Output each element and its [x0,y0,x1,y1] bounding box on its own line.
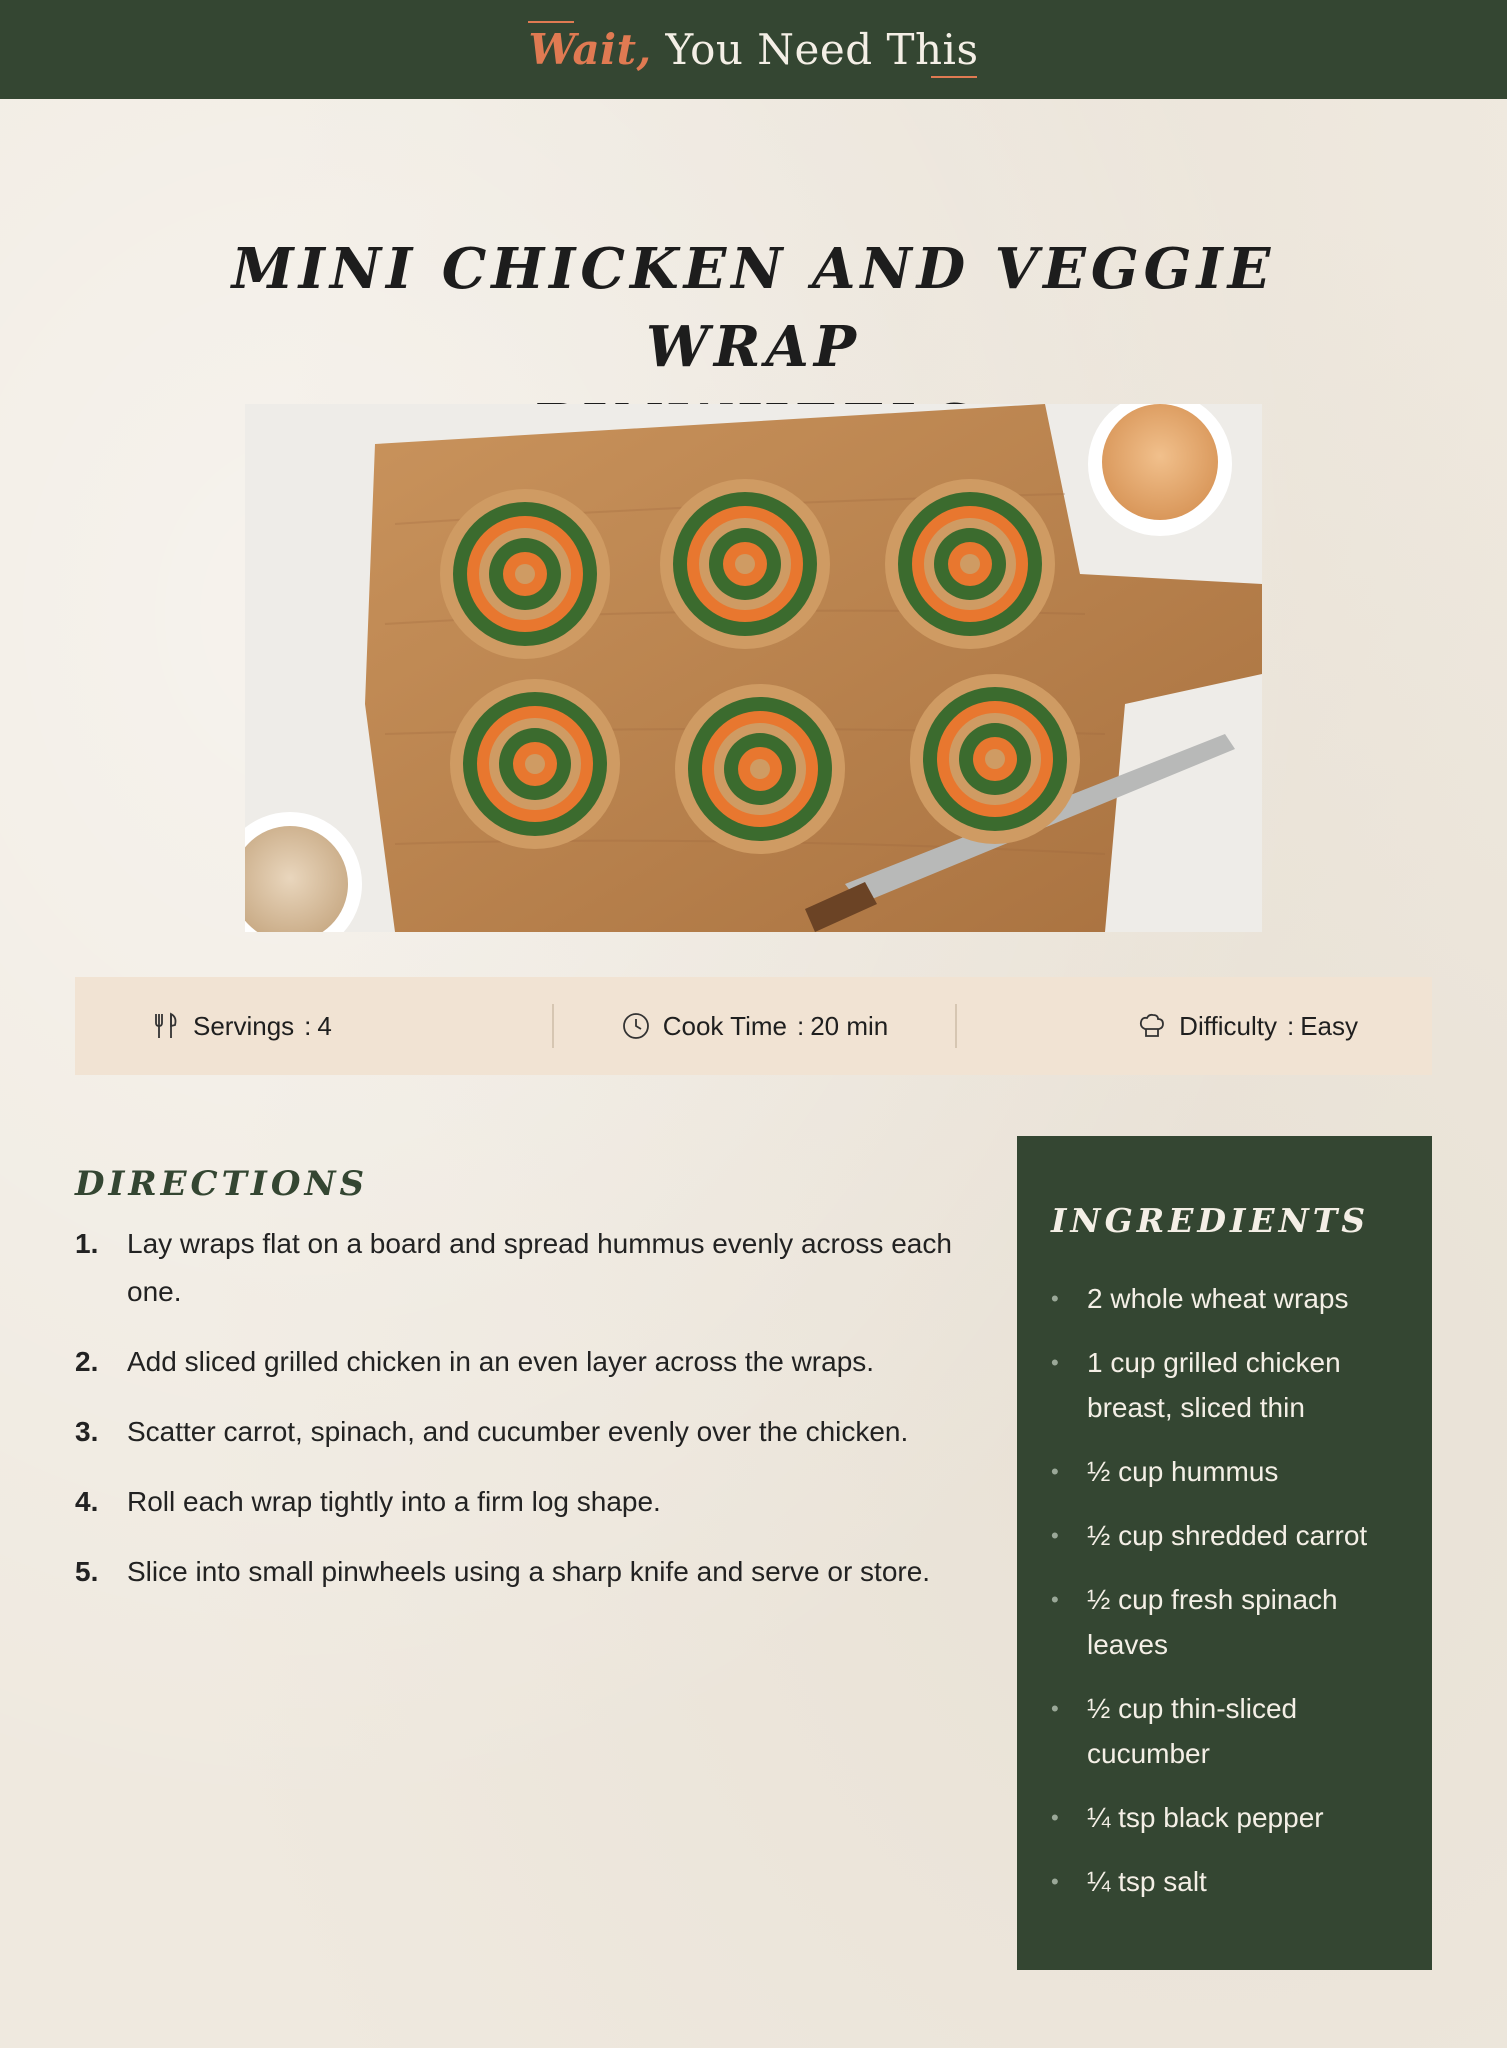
recipe-meta-bar [75,977,1432,1075]
step-text: Slice into small pinwheels using a sharp knife and serve or store. [127,1556,931,1587]
ingredient-item [1051,1513,1402,1558]
site-header [0,0,1507,99]
ingredient-text: ½ cup fresh spinach leaves [1087,1584,1338,1661]
step-text: Scatter carrot, spinach, and cucumber evenly over the chicken. [127,1416,909,1447]
servings-label: Servings [193,1010,295,1041]
ingredient-text: ¼ tsp black pepper [1087,1802,1324,1834]
cook-time-value: 20 min [810,1010,889,1041]
ingredient-text: ½ cup thin-sliced cucumber [1087,1693,1298,1770]
chef-hat-icon [1137,1011,1167,1041]
step-number: 2. [75,1346,99,1377]
logo-text: You Need This [651,25,979,74]
bullet-icon: • [1051,1696,1059,1722]
clock-icon [621,1011,651,1041]
ingredients-panel [1017,1136,1432,1970]
difficulty-info: Difficulty : Easy [957,977,1432,1075]
directions-list [75,1220,975,1618]
ingredients-heading: INGREDIENTS [1051,1201,1370,1241]
ingredients-list [1051,1276,1402,1904]
ingredient-text: ½ cup hummus [1087,1456,1279,1488]
step-number: 4. [75,1486,99,1517]
ingredient-item [1051,1686,1402,1776]
direction-step [75,1220,975,1316]
recipe-photo [245,404,1262,932]
step-text: Roll each wrap tightly into a firm log shape. [127,1486,661,1517]
difficulty-value: Easy [1300,1010,1358,1041]
bullet-icon: • [1051,1805,1059,1831]
step-number: 5. [75,1556,99,1587]
step-text: Add sliced grilled chicken in an even layer across the wraps. [127,1346,875,1377]
logo-accent-word: Wait, [528,25,652,74]
bullet-icon: • [1051,1523,1059,1549]
ingredient-item [1051,1577,1402,1667]
fork-knife-icon [151,1011,181,1041]
logo-underline-top [528,21,574,23]
ingredient-text: 2 whole wheat wraps [1087,1283,1349,1315]
step-number: 3. [75,1416,99,1447]
difficulty-label: Difficulty [1179,1010,1277,1041]
direction-step [75,1408,975,1456]
logo-underline-bottom [931,76,977,78]
directions-heading: DIRECTIONS [75,1164,369,1205]
ingredient-text: 1 cup grilled chicken breast, sliced thin [1087,1347,1341,1424]
ingredient-item [1051,1340,1402,1430]
pinwheels-illustration [245,404,1262,932]
servings-value: 4 [317,1010,332,1041]
ingredient-item [1051,1859,1402,1904]
direction-step [75,1548,975,1596]
ingredient-item [1051,1795,1402,1840]
bullet-icon: • [1051,1869,1059,1895]
recipe-title-line1: MINI CHICKEN AND VEGGIE WRAP [231,235,1276,380]
servings-info: Servings : 4 [75,977,552,1075]
ingredient-item [1051,1449,1402,1494]
cook-time-label: Cook Time [662,1010,787,1041]
step-number: 1. [75,1228,99,1259]
bullet-icon: • [1051,1459,1059,1485]
site-logo[interactable] [528,25,978,74]
ingredient-item [1051,1276,1402,1321]
cook-time-info: Cook Time : 20 min [554,977,955,1075]
direction-step [75,1478,975,1526]
ingredient-text: ¼ tsp salt [1087,1866,1207,1898]
bullet-icon: • [1051,1286,1059,1312]
bullet-icon: • [1051,1350,1059,1376]
bullet-icon: • [1051,1587,1059,1613]
ingredient-text: ½ cup shredded carrot [1087,1520,1368,1552]
direction-step [75,1338,975,1386]
step-text: Lay wraps flat on a board and spread hummus evenly across each one. [127,1228,952,1307]
